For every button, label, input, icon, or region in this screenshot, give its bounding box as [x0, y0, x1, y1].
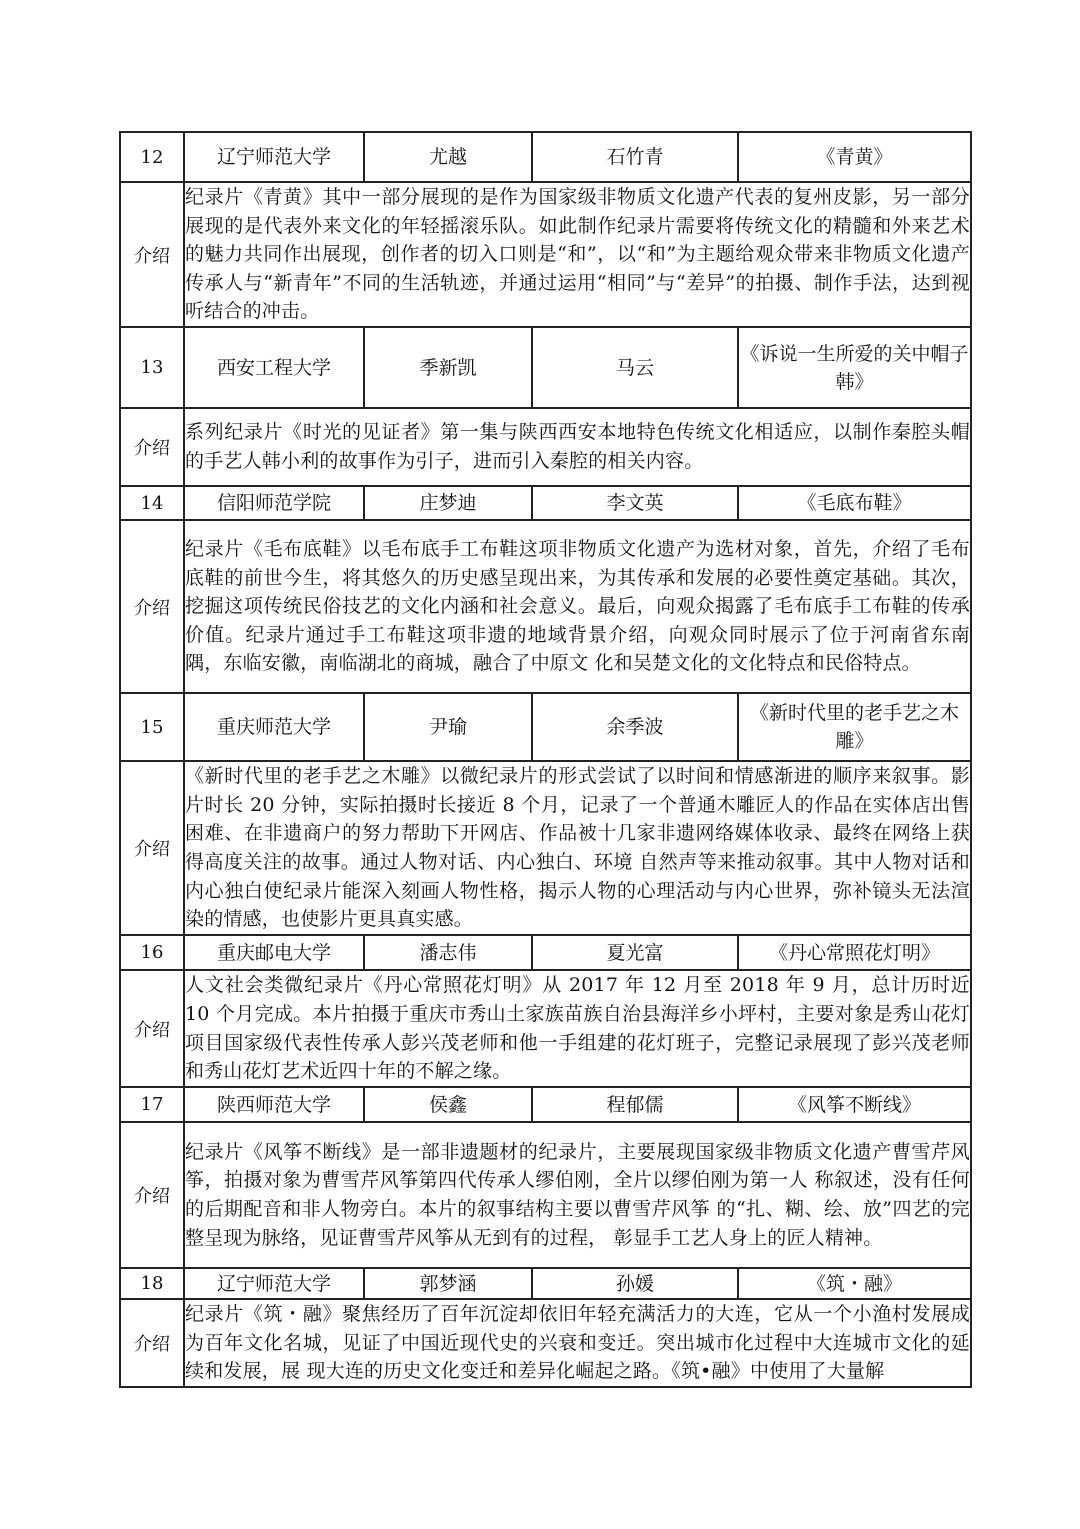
student-cell: 孙媛 [532, 1268, 738, 1299]
table-row [120, 327, 971, 408]
teacher-cell: 侯鑫 [364, 1087, 532, 1122]
student-cell: 石竹青 [532, 132, 738, 182]
intro-row [120, 182, 971, 327]
student-cell: 夏光富 [532, 935, 738, 970]
intro-text: 人文社会类微纪录片《丹心常照花灯明》从 2017 年 12 月至 2018 年 9 月，总计历时近 10 个月完成。本片拍摄于重庆市秀山土家族苗族自治县海洋乡小坪村，主要对象是秀山花灯项目国家级代表性传承人彭兴茂老师和他一手组建的花灯班子，完整记录展现了彭兴茂老师和秀山花灯艺术近四十年的不解之缘。 [184, 970, 971, 1087]
intro-row [120, 520, 971, 693]
school-cell: 辽宁师范大学 [184, 1268, 364, 1299]
title-cell: 《丹心常照花灯明》 [738, 935, 971, 970]
title-cell: 《新时代里的老手艺之木雕》 [738, 693, 971, 761]
intro-row [120, 1122, 971, 1268]
student-cell: 马云 [532, 327, 738, 408]
intro-row [120, 408, 971, 486]
teacher-cell: 尤越 [364, 132, 532, 182]
intro-text: 纪录片《毛布底鞋》以毛布底手工布鞋这项非物质文化遗产为选材对象，首先，介绍了毛布底鞋的前世今生，将其悠久的历史感呈现出来，为其传承和发展的必要性奠定基础。其次，挖掘这项传统民俗技艺的文化内涵和社会意义。最后，向观众揭露了毛布底手工布鞋的传承价值。纪录片通过手工布鞋这项非遗的地域背景介绍，向观众同时展示了位于河南省东南隅，东临安徽，南临湖北的商城，融合了中原文 化和吴楚文化的文化特点和民俗特点。 [184, 520, 971, 693]
student-cell: 李文英 [532, 486, 738, 520]
student-cell: 程郁儒 [532, 1087, 738, 1122]
table-row [120, 132, 971, 182]
intro-label: 介绍 [120, 408, 184, 486]
school-cell: 重庆邮电大学 [184, 935, 364, 970]
intro-row [120, 761, 971, 935]
intro-text: 纪录片《青黄》其中一部分展现的是作为国家级非物质文化遗产代表的复州皮影，另一部分展现的是代表外来文化的年轻摇滚乐队。如此制作纪录片需要将传统文化的精髓和外来艺术的魅力共同作出展现，创作者的切入口则是“和”，以“和”为主题给观众带来非物质文化遗产传承人与“新青年”不同的生活轨迹，并通过运用“相同”与“差异”的拍摄、制作手法，达到视听结合的冲击。 [184, 182, 971, 327]
intro-label: 介绍 [120, 970, 184, 1087]
title-cell: 《青黄》 [738, 132, 971, 182]
row-number: 12 [120, 132, 184, 182]
intro-label: 介绍 [120, 520, 184, 693]
row-number: 16 [120, 935, 184, 970]
teacher-cell: 季新凯 [364, 327, 532, 408]
table-row [120, 935, 971, 970]
row-number: 18 [120, 1268, 184, 1299]
title-cell: 《筑・融》 [738, 1268, 971, 1299]
intro-label: 介绍 [120, 182, 184, 327]
teacher-cell: 尹瑜 [364, 693, 532, 761]
school-cell: 陕西师范大学 [184, 1087, 364, 1122]
school-cell: 辽宁师范大学 [184, 132, 364, 182]
teacher-cell: 潘志伟 [364, 935, 532, 970]
table-row [120, 486, 971, 520]
school-cell: 西安工程大学 [184, 327, 364, 408]
intro-text: 纪录片《筑・融》聚焦经历了百年沉淀却依旧年轻充满活力的大连，它从一个小渔村发展成为百年文化名城，见证了中国近现代史的兴衰和变迁。突出城市化过程中大连城市文化的延续和发展，展 现大连的历史文化变迁和差异化崛起之路。《筑•融》中使用了大量解 [184, 1299, 971, 1387]
table-row [120, 1087, 971, 1122]
school-cell: 信阳师范学院 [184, 486, 364, 520]
intro-label: 介绍 [120, 1299, 184, 1387]
row-number: 17 [120, 1087, 184, 1122]
title-cell: 《诉说一生所爱的关中帽子韩》 [738, 327, 971, 408]
intro-row [120, 1299, 971, 1387]
row-number: 15 [120, 693, 184, 761]
intro-text: 《新时代里的老手艺之木雕》以微纪录片的形式尝试了以时间和情感渐进的顺序来叙事。影片时长 20 分钟，实际拍摄时长接近 8 个月，记录了一个普通木雕匠人的作品在实体店出售困难、在非遗商户的努力帮助下开网店、作品被十几家非遗网络媒体收录、最终在网络上获得高度关注的故事。通过人物对话、内心独白、环境 自然声等来推动叙事。其中人物对话和内心独白使纪录片能深入刻画人物性格，揭示人物的心理活动与内心世界，弥补镜头无法渲染的情感，也使影片更具真实感。 [184, 761, 971, 935]
intro-text: 系列纪录片《时光的见证者》第一集与陕西西安本地特色传统文化相适应，以制作秦腔头帽的手艺人韩小利的故事作为引子，进而引入秦腔的相关内容。 [184, 408, 971, 486]
intro-row [120, 970, 971, 1087]
student-cell: 余季波 [532, 693, 738, 761]
teacher-cell: 郭梦涵 [364, 1268, 532, 1299]
title-cell: 《毛底布鞋》 [738, 486, 971, 520]
school-cell: 重庆师范大学 [184, 693, 364, 761]
row-number: 14 [120, 486, 184, 520]
intro-label: 介绍 [120, 1122, 184, 1268]
table-row [120, 693, 971, 761]
title-cell: 《风筝不断线》 [738, 1087, 971, 1122]
row-number: 13 [120, 327, 184, 408]
intro-label: 介绍 [120, 761, 184, 935]
works-table [119, 131, 972, 1388]
teacher-cell: 庄梦迪 [364, 486, 532, 520]
intro-text: 纪录片《风筝不断线》是一部非遗题材的纪录片，主要展现国家级非物质文化遗产曹雪芹风筝，拍摄对象为曹雪芹风筝第四代传承人缪伯刚，全片以缪伯刚为第一人 称叙述，没有任何的后期配音和非人物旁白。本片的叙事结构主要以曹雪芹风筝 的“扎、糊、绘、放”四艺的完整呈现为脉络，见证曹雪芹风筝从无到有的过程， 彰显手工艺人身上的匠人精神。 [184, 1122, 971, 1268]
table-row [120, 1268, 971, 1299]
